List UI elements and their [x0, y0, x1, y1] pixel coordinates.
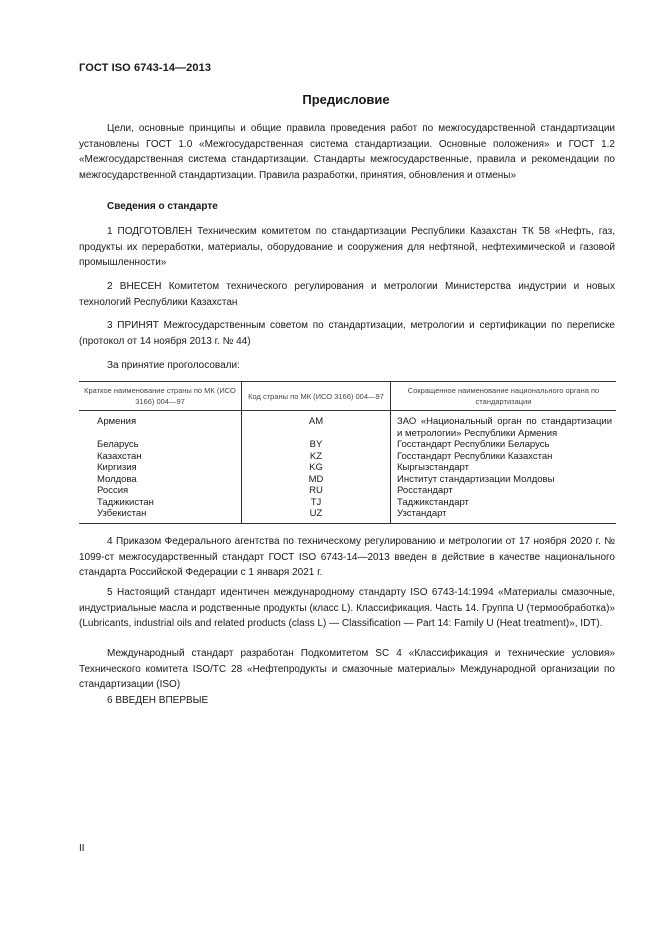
column-header-country: Краткое наименование страны по МК (ИСО 3166) 004—97: [79, 382, 242, 411]
document-header: ГОСТ ISO 6743-14—2013: [79, 62, 212, 74]
table-row: [79, 497, 616, 509]
table-row: [79, 474, 616, 486]
country-name: Армения: [97, 416, 137, 427]
item-5-note-paragraph: Международный стандарт разработан Подкомитетом SC 4 «Классификация и технические условия» Технического комитета ISO/TC 28 «Нефтепродукты и смазочные материалы» Международной организации по стандартизации (ISO): [79, 648, 615, 690]
country-name: Киргизия: [97, 462, 137, 473]
item-4-paragraph: 4 Приказом Федерального агентства по техническому регулированию и метрологии от 17 ноября 2020 г. № 1099-ст межгосударственный стандарт ГОСТ ISO 6743-14—2013 введен в действие в качестве национального стандарта Российской Федерации с 1 января 2021 г.: [79, 536, 615, 578]
standards-body: ЗАО «Национальный орган по стандартизации и метрологии» Республики Армения: [391, 411, 617, 440]
table-row: [79, 508, 616, 523]
voting-table: [79, 381, 616, 524]
country-name: Таджикистан: [97, 496, 154, 508]
table-row: [79, 451, 616, 463]
item-2-paragraph: 2 ВНЕСЕН Комитетом технического регулирования и метрологии Министерства индустрии и новых технологий Республики Казахстан: [79, 281, 615, 308]
country-name: Россия: [97, 485, 129, 496]
voting-table-container: [79, 381, 616, 524]
table-row: [79, 462, 616, 474]
country-name: Молдова: [97, 473, 137, 485]
country-code: TJ: [242, 497, 391, 509]
country-code: UZ: [242, 508, 391, 523]
item-1-paragraph: 1 ПОДГОТОВЛЕН Техническим комитетом по стандартизации Республики Казахстан ТК 58 «Нефть, газ, продукты их переработки, материалы, оборудование и сооружения для нефтяной, нефтехимической и газовой промышленности»: [79, 226, 615, 268]
country-name: Беларусь: [97, 439, 139, 450]
table-row: [79, 439, 616, 451]
country-name: Казахстан: [97, 450, 142, 462]
country-code: MD: [242, 474, 391, 486]
page-title: Предисловие: [302, 92, 390, 107]
standards-body: Узстандарт: [391, 508, 617, 523]
vote-intro: За принятие проголосовали:: [107, 360, 240, 371]
standards-body: Таджикстандарт: [391, 497, 617, 509]
table-row: [79, 485, 616, 497]
country-code: KG: [242, 462, 391, 474]
column-header-code: Код страны по МК (ИСО 3166) 004—97: [242, 382, 391, 411]
intro-paragraph: Цели, основные принципы и общие правила проведения работ по межгосударственной стандартизации установлены ГОСТ 1.0 «Межгосударственная система стандартизации. Основные положения» и ГОСТ 1.2 «Межгосударственная система стандартизации. Стандарты межгосударственные, правила и рекомендации по межгосударственной стандартизации. Правила разработки, принятия, обновления и отмены»: [79, 123, 615, 181]
standards-body: Росстандарт: [391, 485, 617, 497]
item-3-paragraph: 3 ПРИНЯТ Межгосударственным советом по стандартизации, метрологии и сертификации по переписке (протокол от 14 ноября 2013 г. № 44): [79, 320, 615, 347]
column-header-org: Сокращенное наименование национального органа по стандартизации: [391, 382, 617, 411]
country-code: AM: [242, 411, 391, 440]
item-6-paragraph: 6 ВВЕДЕН ВПЕРВЫЕ: [107, 695, 209, 706]
standards-body: Кыргызстандарт: [391, 462, 617, 474]
country-name: Узбекистан: [79, 508, 242, 523]
standards-body: Госстандарт Республики Беларусь: [391, 439, 617, 451]
country-code: BY: [242, 439, 391, 451]
table-header-row: [79, 382, 616, 411]
country-code: KZ: [242, 451, 391, 463]
standards-body: Институт стандартизации Молдовы: [391, 474, 617, 486]
standards-body: Госстандарт Республики Казахстан: [391, 451, 617, 463]
section-subheading: Сведения о стандарте: [107, 201, 218, 212]
country-code: RU: [242, 485, 391, 497]
table-row: [79, 411, 616, 440]
page-number: II: [79, 843, 85, 854]
item-5-paragraph: 5 Настоящий стандарт идентичен международному стандарту ISO 6743-14:1994 «Материалы смазочные, индустриальные масла и родственные продукты (класс L). Классификация. Часть 14. Группа U (термообработка)» (Lubricants, industrial oils and related products (class L) — Classification — Part 14: Family U (Heat treatment)», IDT).: [79, 587, 615, 629]
